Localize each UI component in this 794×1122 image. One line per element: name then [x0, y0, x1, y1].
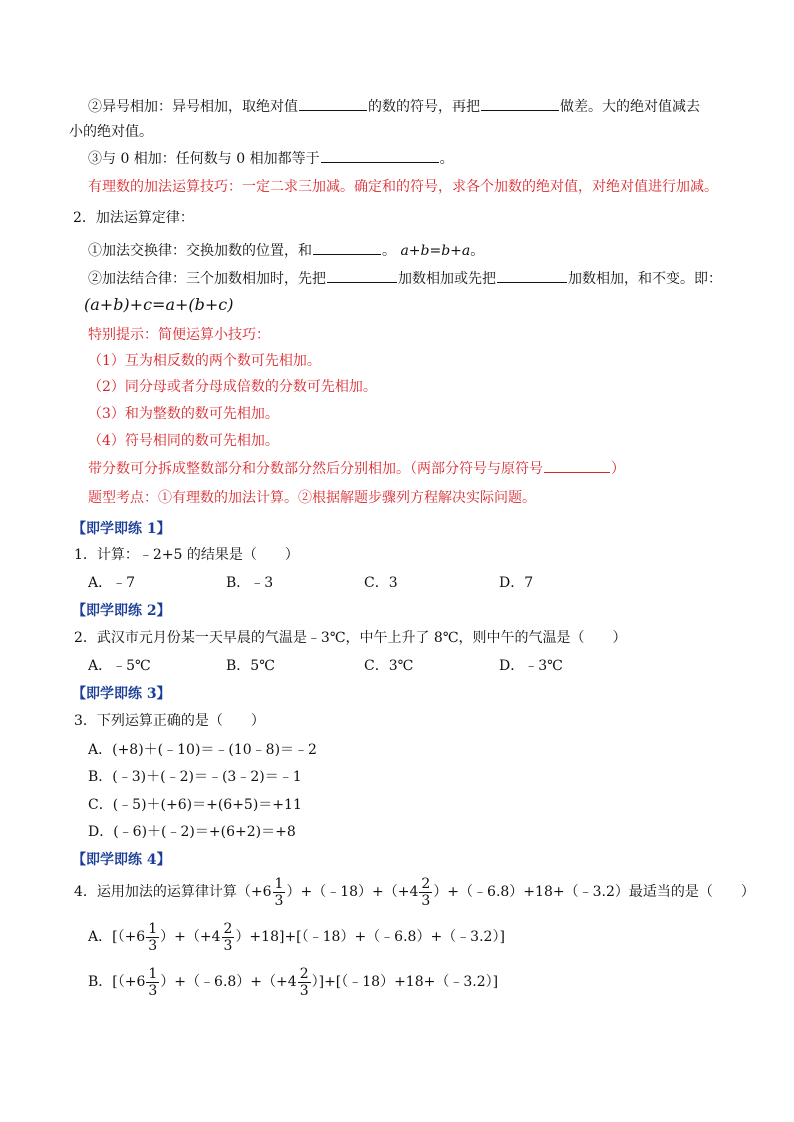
option-b[interactable] — [88, 962, 498, 1002]
option-a[interactable]: A．﹣5℃ — [88, 658, 151, 674]
commutative-law — [88, 240, 484, 261]
question-4 — [74, 872, 755, 912]
practice-header-2: 【即学即练 2】 — [72, 603, 171, 619]
commutative-text-1: ①加法交换律：交换加数的位置，和 — [88, 243, 312, 259]
practice-header-3: 【即学即练 3】 — [72, 686, 171, 702]
addition-tip: 有理数的加法运算技巧：一定二求三加减。确定和的符号，求各个加数的绝对值，对绝对值进行加减。 — [88, 179, 718, 195]
option-d[interactable]: D．7 — [499, 575, 534, 591]
blank-3[interactable] — [321, 148, 439, 163]
fraction-numerator: 1 — [274, 875, 284, 892]
exam-points: 题型考点：①有理数的加法计算。②根据解题步骤列方程解决实际问题。 — [88, 490, 536, 506]
associative-formula-a: (a+b) — [84, 295, 130, 314]
question-3: 3．下列运算正确的是（ ） — [74, 713, 265, 729]
associative-formula-b: +c=a+ — [129, 295, 189, 314]
commutative-end: 。 — [470, 243, 485, 259]
option-b-text-3: ）]+[（﹣18）+18+（﹣3.2）] — [311, 974, 499, 990]
fraction-numerator: 1 — [148, 965, 158, 982]
associative-law — [88, 268, 722, 289]
question-4-stem-3: ）+（﹣6.8）+18+（﹣3.2）最适当的是（ ） — [433, 884, 755, 900]
rule-unlike-signs — [88, 96, 700, 117]
rule-unlike-text-3: 做差。大的绝对值减去 — [560, 99, 700, 115]
option-c[interactable]: C．3 — [364, 575, 398, 591]
rule-zero — [88, 148, 454, 169]
special-tip-item: （2）同分母或者分母成倍数的分数可先相加。 — [88, 379, 377, 395]
option-b-text-2: ）+（﹣6.8）+（+4 — [160, 974, 297, 990]
option-b[interactable]: B．5℃ — [226, 658, 275, 674]
fraction-denominator: 3 — [299, 982, 309, 999]
option-a[interactable]: A．(+8)＋(﹣10)＝﹣(10﹣8)＝﹣2 — [88, 742, 317, 758]
blank-7[interactable] — [544, 458, 610, 473]
fraction-numerator: 2 — [223, 920, 233, 937]
fraction-denominator: 3 — [148, 982, 158, 999]
laws-heading: 2．加法运算定律： — [73, 210, 194, 226]
option-b[interactable]: B．﹣3 — [226, 575, 274, 591]
fraction-numerator: 2 — [421, 875, 431, 892]
special-tip-item: （4）符号相同的数可先相加。 — [88, 433, 279, 449]
special-tip-title: 特别提示：简便运算小技巧： — [88, 327, 270, 343]
blank-5[interactable] — [327, 268, 397, 283]
fraction-denominator: 3 — [421, 892, 431, 909]
mixed-number-text-2: ） — [611, 461, 625, 477]
practice-header-4: 【即学即练 4】 — [72, 852, 171, 868]
option-a-text-2: ）+（+4 — [160, 929, 221, 945]
fraction-one-third — [146, 966, 159, 999]
rule-unlike-text-1: ②异号相加：异号相加，取绝对值 — [88, 99, 298, 115]
option-b[interactable]: B．(﹣3)＋(﹣2)＝﹣(3﹣2)＝﹣1 — [88, 769, 302, 785]
question-1: 1．计算：﹣2+5 的结果是（ ） — [74, 547, 299, 563]
option-c[interactable]: C．3℃ — [364, 658, 414, 674]
associative-text-3: 加数相加，和不变。即： — [568, 271, 722, 287]
question-2: 2．武汉市元月份某一天早晨的气温是﹣3℃，中午上升了 8℃，则中午的气温是（ ） — [74, 630, 627, 646]
blank-4[interactable] — [313, 240, 381, 255]
mixed-number-tip — [88, 458, 625, 479]
special-tip-item: （3）和为整数的数可先相加。 — [88, 406, 279, 422]
rule-unlike-continued: 小的绝对值。 — [69, 124, 153, 140]
option-c[interactable]: C．(﹣5)＋(+6)＝+(6+5)＝+11 — [88, 797, 302, 813]
mixed-number-text-1: 带分数可分拆成整数部分和分数部分然后分别相加。（两部分符号与原符号 — [88, 461, 543, 477]
rule-zero-text-1: ③与 0 相加：任何数与 0 相加都等于 — [88, 151, 320, 167]
blank-1[interactable] — [299, 96, 367, 111]
option-d[interactable]: D．(﹣6)＋(﹣2)＝+(6+2)＝+8 — [88, 824, 296, 840]
blank-2[interactable] — [481, 96, 559, 111]
fraction-two-thirds — [298, 966, 311, 999]
rule-unlike-text-2: 的数的符号，再把 — [368, 99, 480, 115]
question-4-stem-2: ）+（﹣18）+（+4 — [286, 884, 419, 900]
fraction-denominator: 3 — [274, 892, 284, 909]
fraction-two-thirds — [222, 921, 235, 954]
fraction-denominator: 3 — [223, 937, 233, 954]
rule-zero-text-2: 。 — [439, 151, 454, 167]
blank-6[interactable] — [497, 268, 567, 283]
option-a[interactable]: A．﹣7 — [88, 575, 136, 591]
fraction-one-third — [146, 921, 159, 954]
option-a-text-3: ）+18]+[（﹣18）+（﹣6.8）+（﹣3.2）] — [235, 929, 505, 945]
question-4-stem-1: 4．运用加法的运算律计算（+6 — [74, 884, 272, 900]
associative-formula — [84, 294, 233, 316]
practice-header-1: 【即学即练 1】 — [72, 521, 171, 537]
associative-text-2: 加数相加或先把 — [398, 271, 496, 287]
option-a[interactable] — [88, 917, 505, 957]
commutative-text-2: 。 — [382, 243, 396, 259]
fraction-numerator: 1 — [148, 920, 158, 937]
associative-formula-c: (b+c) — [188, 295, 234, 314]
fraction-two-thirds — [419, 876, 432, 909]
option-a-text-1: A．[（+6 — [88, 929, 146, 945]
fraction-numerator: 2 — [299, 965, 309, 982]
associative-text-1: ②加法结合律：三个加数相加时，先把 — [88, 271, 326, 287]
fraction-one-third — [273, 876, 286, 909]
special-tip-item: （1）互为相反数的两个数可先相加。 — [88, 353, 321, 369]
option-d[interactable]: D．﹣3℃ — [499, 658, 563, 674]
option-b-text-1: B．[（+6 — [88, 974, 146, 990]
commutative-formula: a+b=b+a — [400, 243, 471, 259]
fraction-denominator: 3 — [148, 937, 158, 954]
